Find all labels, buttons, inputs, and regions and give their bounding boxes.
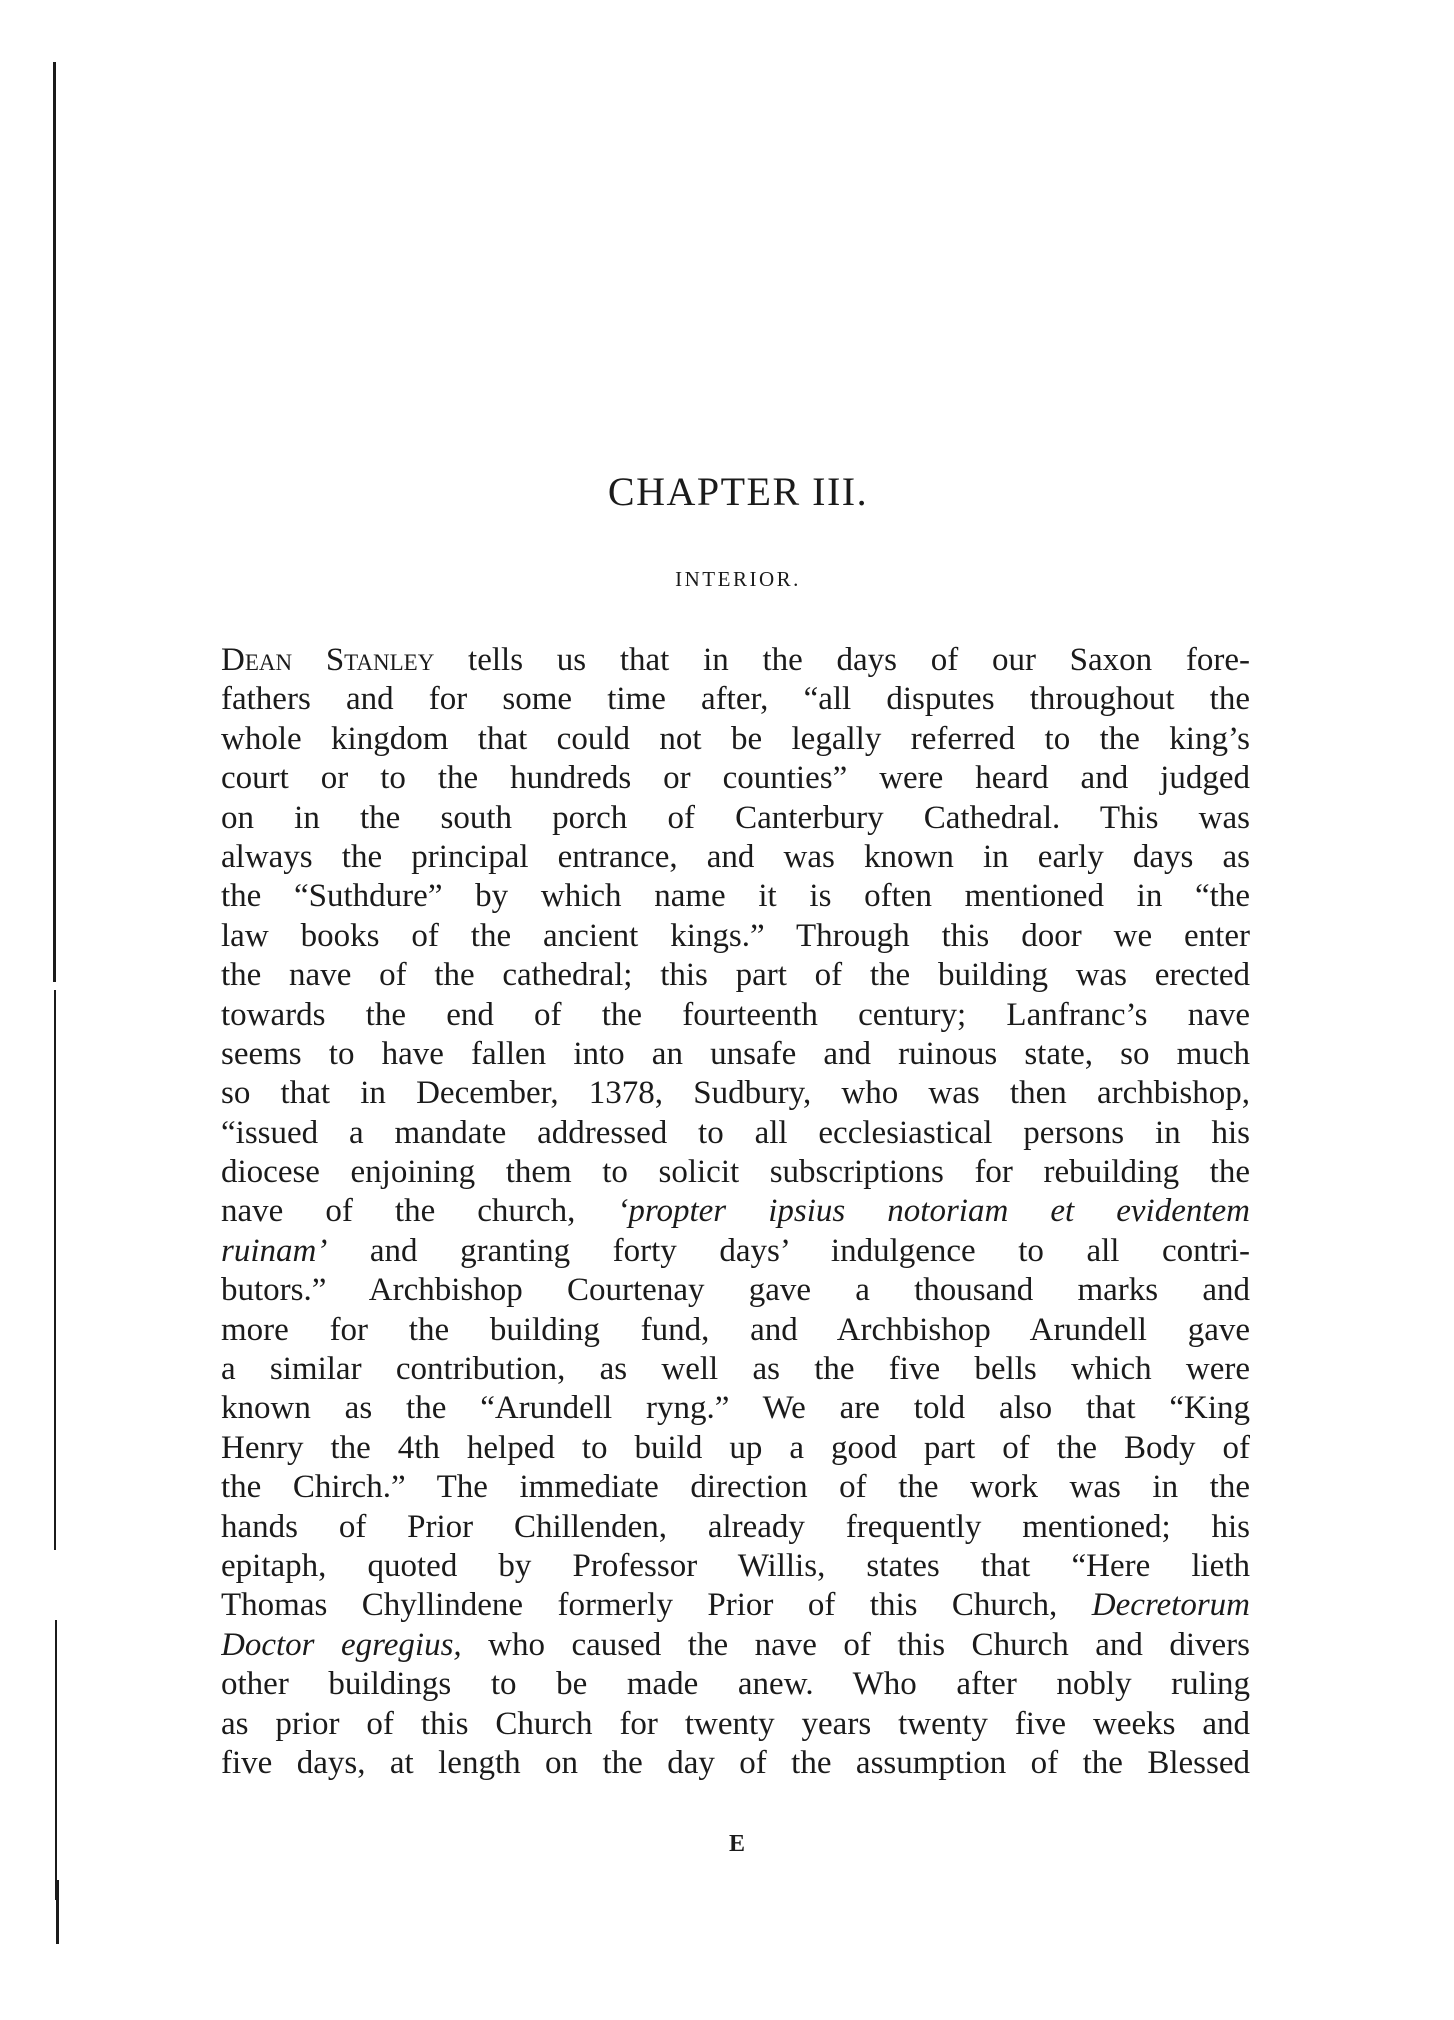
scan-gutter-line-bottom — [56, 1880, 59, 1944]
text-line: hands of Prior Chillenden, already frequently mentioned; his — [221, 1508, 1250, 1545]
latin-quotation: Doctor egregius, — [221, 1626, 462, 1663]
latin-quotation: Decretorum — [1091, 1587, 1250, 1624]
scan-gutter-line-top — [53, 62, 56, 982]
text-line: whole kingdom that could not be legally referred to the king’s — [221, 720, 1250, 757]
text-line-content: and granting forty days’ indulgence to all contri- — [327, 1232, 1250, 1269]
text-line: the nave of the cathedral; this part of the building was erected — [221, 957, 1250, 994]
text-line: “issued a mandate addressed to all ecclesiastical persons in his — [221, 1114, 1250, 1151]
text-line: more for the building fund, and Archbishop Arundell gave — [221, 1311, 1250, 1348]
text-line: as prior of this Church for twenty years twenty five weeks and — [221, 1705, 1250, 1742]
text-line: law books of the ancient kings.” Through this door we enter — [221, 917, 1250, 954]
latin-quotation: ruinam’ — [221, 1232, 328, 1269]
text-line: on in the south porch of Canterbury Cathedral. This was — [221, 799, 1250, 836]
text-line: other buildings to be made anew. Who after nobly ruling — [221, 1666, 1250, 1703]
text-line: court or to the hundreds or counties” were heard and judged — [221, 760, 1250, 797]
text-line-content: who caused the nave of this Church and divers — [461, 1626, 1250, 1663]
text-line-content: Thomas Chyllindene formerly Prior of this Church, — [221, 1587, 1092, 1624]
text-line: the “Suthdure” by which name it is often mentioned in “the — [221, 878, 1250, 915]
text-line: a similar contribution, as well as the five bells which were — [221, 1351, 1250, 1388]
signature-mark: E — [728, 1831, 745, 1857]
text-line-content: nave of the church, — [221, 1193, 618, 1230]
text-line: so that in December, 1378, Sudbury, who was then archbishop, — [221, 1075, 1250, 1112]
text-line — [221, 1626, 1250, 1665]
text-line — [221, 1192, 1250, 1231]
text-line — [221, 1232, 1250, 1271]
text-line: always the principal entrance, and was known in early days as — [221, 838, 1250, 875]
chapter-subtitle: INTERIOR. — [675, 567, 801, 591]
lead-smallcaps: Dean Stanley — [221, 642, 435, 678]
text-line — [221, 641, 1250, 680]
scan-gutter-line-lower — [55, 1620, 57, 1900]
text-line-content: tells us that in the days of our Saxon fore- — [434, 642, 1250, 678]
text-line: known as the “Arundell ryng.” We are told also that “King — [221, 1390, 1250, 1427]
text-line: Henry the 4th helped to build up a good part of the Body of — [221, 1429, 1250, 1466]
text-line — [221, 1586, 1250, 1625]
text-line: epitaph, quoted by Professor Willis, states that “Here lieth — [221, 1547, 1250, 1584]
text-line: diocese enjoining them to solicit subscriptions for rebuilding the — [221, 1154, 1250, 1191]
text-line: towards the end of the fourteenth century; Lanfranc’s nave — [221, 996, 1250, 1033]
text-line: five days, at length on the day of the assumption of the Blessed — [221, 1744, 1250, 1781]
text-line: fathers and for some time after, “all disputes throughout the — [221, 681, 1250, 718]
scan-gutter-line-middle — [54, 990, 56, 1550]
chapter-title: CHAPTER III. — [607, 469, 869, 514]
body-paragraph — [221, 641, 1250, 1783]
text-line: seems to have fallen into an unsafe and ruinous state, so much — [221, 1035, 1250, 1072]
text-line: butors.” Archbishop Courtenay gave a thousand marks and — [221, 1272, 1250, 1309]
latin-quotation: ‘propter ipsius notoriam et evidentem — [617, 1193, 1250, 1230]
text-line: the Chirch.” The immediate direction of the work was in the — [221, 1469, 1250, 1506]
